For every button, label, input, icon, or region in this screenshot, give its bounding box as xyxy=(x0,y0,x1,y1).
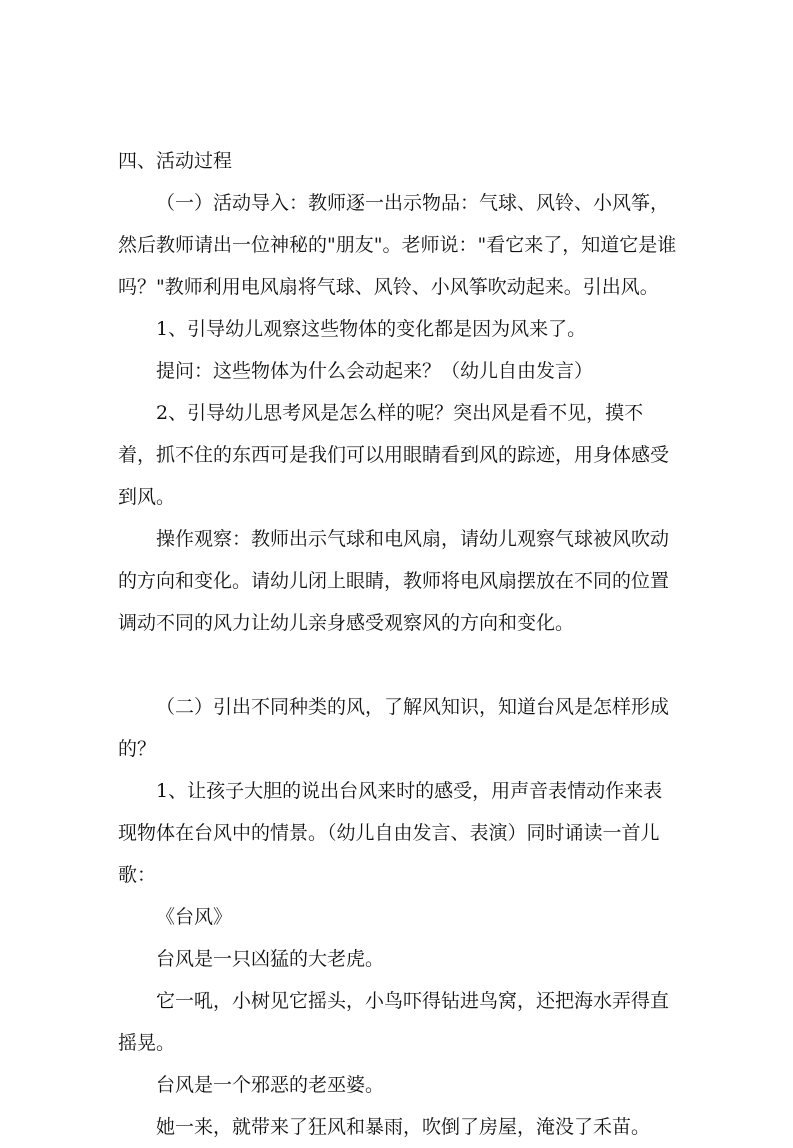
paragraph-operation-observe: 操作观察：教师出示气球和电风扇，请幼儿观察气球被风吹动的方向和变化。请幼儿闭上眼睛，教师将电风扇摆放在不同的位置调动不同的风力让幼儿亲身感受观察风的方向和变化。 xyxy=(118,528,670,634)
poem-line-1: 台风是一只凶猛的大老虎。 xyxy=(156,948,385,970)
paragraph-question: 提问：这些物体为什么会动起来？（幼儿自由发言） xyxy=(156,360,594,382)
paragraph-activity-intro: （一）活动导入：教师逐一出示物品：气球、风铃、小风筝，然后教师请出一位神秘的"朋友"。老师说："看它来了，知道它是谁吗？"教师利用电风扇将气球、风铃、小风筝吹动起来。引出风。 xyxy=(118,192,677,298)
paragraph-step-1: 1、引导幼儿观察这些物体的变化都是因为风来了。 xyxy=(156,318,587,340)
poem-line-4: 她一来，就带来了狂风和暴雨，吹倒了房屋，淹没了禾苗。 xyxy=(156,1116,651,1138)
poem-line-3: 台风是一个邪恶的老巫婆。 xyxy=(156,1074,385,1096)
paragraph-spacer xyxy=(118,644,678,686)
document-body xyxy=(118,140,678,1148)
poem-title: 《台风》 xyxy=(156,906,233,928)
poem-line-2: 它一吼，小树见它摇头，小鸟吓得钻进鸟窝，还把海水弄得直摇晃。 xyxy=(118,990,670,1054)
paragraph-part-two-step-1: 1、让孩子大胆的说出台风来时的感受，用声音表情动作来表现物体在台风中的情景。（幼儿自由发言、表演）同时诵读一首儿歌： xyxy=(118,780,663,886)
section-heading: 四、活动过程 xyxy=(118,150,233,172)
paragraph-step-2: 2、引导幼儿思考风是怎么样的呢？突出风是看不见，摸不着，抓不住的东西可是我们可以用眼睛看到风的踪迹，用身体感受到风。 xyxy=(118,402,670,508)
paragraph-part-two: （二）引出不同种类的风，了解风知识，知道台风是怎样形成的？ xyxy=(118,696,670,760)
